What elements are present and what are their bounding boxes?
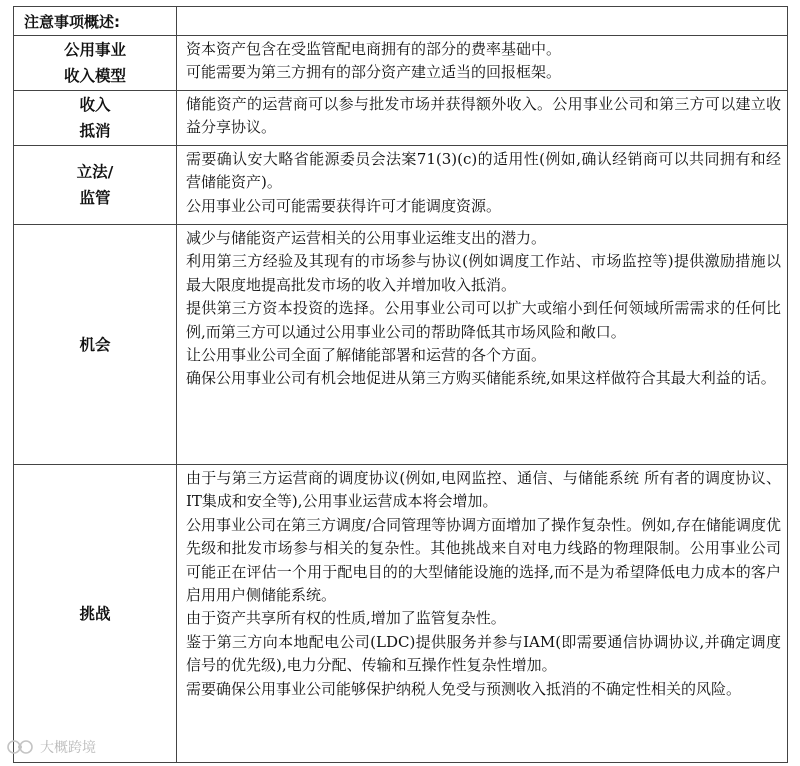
paragraph: 可能需要为第三方拥有的部分资产建立适当的回报框架。 (186, 63, 562, 82)
paragraph: 利用第三方经验及其现有的市场参与协议(例如调度工作站、市场监控等)提供激励措施以最大限度地提高批发市场的收入并增加收入抵消。 (186, 252, 781, 294)
table-row (14, 36, 788, 91)
considerations-table (13, 6, 788, 763)
header-empty-cell (177, 7, 788, 36)
row-label (14, 91, 177, 146)
row-label-line: 公用事业 (63, 41, 126, 59)
row-content (177, 146, 788, 225)
table-row (14, 465, 788, 763)
paragraph: 需要确保公用事业公司能够保护纳税人免受与预测收入抵消的不确定性相关的风险。 (186, 679, 742, 698)
paragraph: 由于资产共享所有权的性质,增加了监管复杂性。 (186, 609, 506, 628)
row-label (14, 36, 177, 91)
row-label-line: 抵消 (79, 122, 111, 140)
row-content (177, 91, 788, 146)
row-content (177, 465, 788, 763)
paragraph: 减少与储能资产运营相关的公用事业运维支出的潜力。 (186, 229, 547, 247)
paragraph: 储能资产的运营商可以参与批发市场并获得额外收入。公用事业公司和第三方可以建立收益分享协议。 (186, 95, 781, 137)
paragraph: 让公用事业公司全面了解储能部署和运营的各个方面。 (186, 346, 547, 365)
row-label (14, 146, 177, 225)
paragraph: 由于与第三方运营商的调度协议(例如,电网监控、通信、与储能系统 所有者的调度协议、IT集成和安全等),公用事业运营成本将会增加。 (186, 469, 781, 511)
watermark (6, 737, 96, 757)
header-row (14, 7, 788, 36)
row-label (14, 465, 177, 763)
row-label-line: 监管 (79, 189, 111, 207)
row-label-line: 收入模型 (63, 67, 126, 85)
table-row (14, 91, 788, 146)
row-label-line: 立法/ (76, 163, 114, 181)
row-label (14, 225, 177, 465)
row-label-line: 挑战 (79, 604, 111, 623)
paragraph: 提供第三方资本投资的选择。公用事业公司可以扩大或缩小到任何领域所需需求的任何比例,而第三方可以通过公用事业公司的帮助降低其市场风险和敞口。 (186, 299, 781, 341)
table-row (14, 146, 788, 225)
paragraph: 资本资产包含在受监管配电商拥有的部分的费率基础中。 (186, 40, 562, 58)
paragraph: 确保公用事业公司有机会地促进从第三方购买储能系统,如果这样做符合其最大利益的话。 (186, 369, 776, 388)
watermark-text: 大概跨境 (40, 740, 96, 756)
row-content (177, 225, 788, 465)
table-row (14, 225, 788, 465)
row-label-line: 机会 (79, 335, 111, 354)
row-content (177, 36, 788, 91)
paragraph: 鉴于第三方向本地配电公司(LDC)提供服务并参与IAM(即需要通信协调协议,并确定调度信号的优先级),电力分配、传输和互操作性复杂性增加。 (186, 632, 781, 675)
row-label-line: 收入 (79, 96, 111, 114)
paragraph: 公用事业公司可能需要获得许可才能调度资源。 (186, 196, 502, 215)
brand-logo-icon (6, 737, 36, 757)
paragraph: 公用事业公司在第三方调度/合同管理等协调方面增加了操作复杂性。例如,存在储能调度优先级和批发市场参与相关的复杂性。其他挑战来自对电力线路的物理限制。公用事业公司可能正在评估一个用于配电目的的大型储能设施的选择,而不是为希望降低电力成本的客户启用用户侧储能系统。 (186, 515, 781, 605)
paragraph: 需要确认安大略省能源委员会法案71(3)(c)的适用性(例如,确认经销商可以共同拥有和经营储能资产)。 (186, 150, 781, 192)
table-title: 注意事项概述: (14, 7, 177, 36)
